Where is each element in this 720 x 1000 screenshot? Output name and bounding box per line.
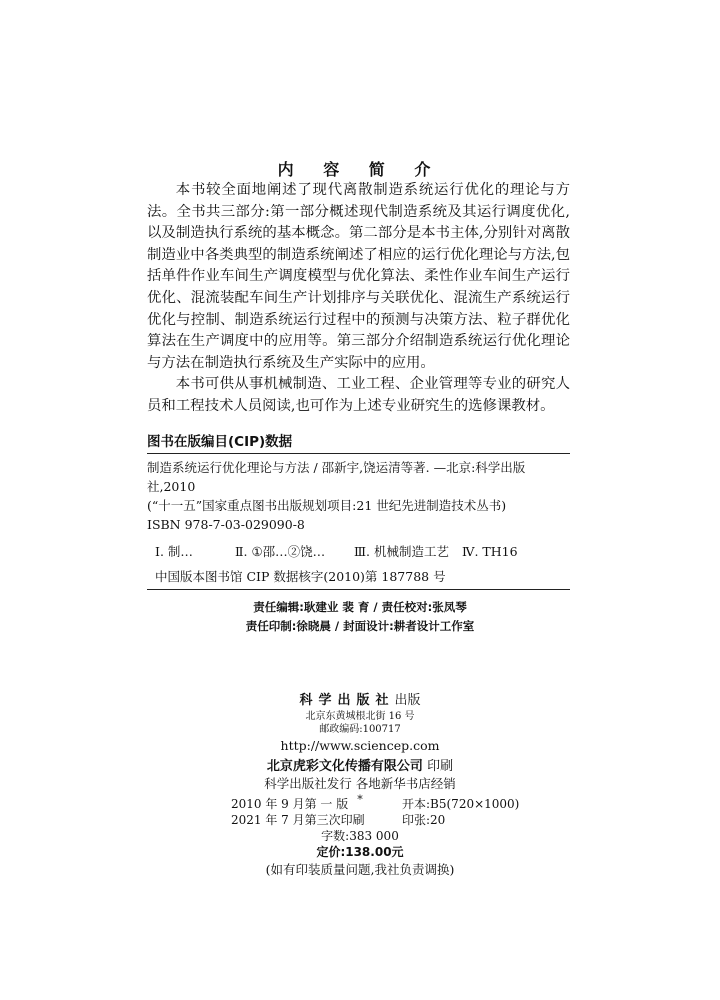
divider: [147, 589, 570, 590]
cip-class-item: Ⅱ. ①邵…②饶…: [235, 544, 326, 559]
cip-class-item: Ⅳ. TH16: [462, 544, 518, 559]
cip-line: (“十一五”国家重点图书出版规划项目:21 世纪先进制造技术丛书): [147, 498, 507, 513]
summary-paragraph-1: 本书较全面地阐述了现代离散制造系统运行优化的理论与方法。全书共三部分:第一部分概述现代制造系统及其运行调度优化,以及制造执行系统的基本概念。第二部分是本书主体,分别针对离散制造业中各类典型的制造系统阐述了相应的运行优化理论与方法,包括单件作业车间生产调度模型与优化算法、柔性作业车间生产运行优化、混流装配车间生产计划排序与关联优化、混流生产系统运行优化与控制、制造系统运行过程中的预测与决策方法、粒子群优化算法在生产调度中的应用等。第三部分介绍制造系统运行优化理论与方法在制造执行系统及生产实际中的应用。: [147, 182, 570, 371]
cip-classification: [147, 542, 570, 561]
quality-note: (如有印装质量问题,我社负责调换): [265, 862, 455, 877]
printing-date: 2021 年 7 月第三次印刷: [231, 813, 365, 827]
divider: [147, 453, 570, 454]
word-count: 字数:383 000: [321, 829, 399, 843]
edition-info: [0, 793, 720, 878]
print-sheets: 印张:20: [402, 813, 446, 827]
publisher-suffix: 出版: [394, 693, 421, 708]
credits-line: 责任编辑:耿建业 裴 育 / 责任校对:张凤琴: [253, 600, 467, 614]
price: 定价:138.00元: [316, 845, 404, 859]
printer-suffix: 印刷: [422, 759, 454, 774]
cip-isbn: ISBN 978-7-03-029090-8: [147, 517, 305, 532]
publisher-address: 北京东黄城根北街 16 号: [305, 711, 415, 722]
cip-header: 图书在版编目(CIP)数据: [147, 434, 293, 450]
distribution-line: 科学出版社发行 各地新华书店经销: [264, 776, 456, 791]
publisher-postcode: 邮政编码:100717: [319, 724, 401, 735]
cip-class-item: Ⅲ. 机械制造工艺: [354, 544, 450, 559]
cip-block: [147, 458, 570, 586]
summary-paragraph-2: 本书可供从事机械制造、工业工程、企业管理等专业的研究人员和工程技术人员阅读,也可作为上述专业研究生的选修课教材。: [147, 376, 570, 414]
publisher-url: http://www.sciencep.com: [280, 738, 440, 753]
cip-class-item: Ⅰ. 制…: [155, 544, 193, 559]
summary-section: [147, 180, 570, 418]
separator-star: *: [357, 793, 363, 806]
page-title: 内 容 简 介: [277, 160, 443, 179]
printer-line: [0, 758, 720, 776]
publisher-line: [0, 692, 720, 710]
book-format: 开本:B5(720×1000): [402, 797, 520, 811]
credits-line: 责任印制:徐晓晨 / 封面设计:耕者设计工作室: [245, 619, 475, 633]
cip-number: 中国版本图书馆 CIP 数据核字(2010)第 187788 号: [155, 569, 446, 584]
credits: [0, 598, 720, 636]
cip-line: 社,2010: [147, 479, 196, 494]
colophon: [0, 692, 720, 806]
edition-date: 2010 年 9 月第 一 版: [231, 797, 349, 811]
publisher-name: 科学出版社: [299, 693, 395, 708]
printer-name: 北京虎彩文化传播有限公司: [266, 759, 423, 774]
cip-line: 制造系统运行优化理论与方法 / 邵新宇,饶运清等著. —北京:科学出版: [147, 460, 526, 475]
